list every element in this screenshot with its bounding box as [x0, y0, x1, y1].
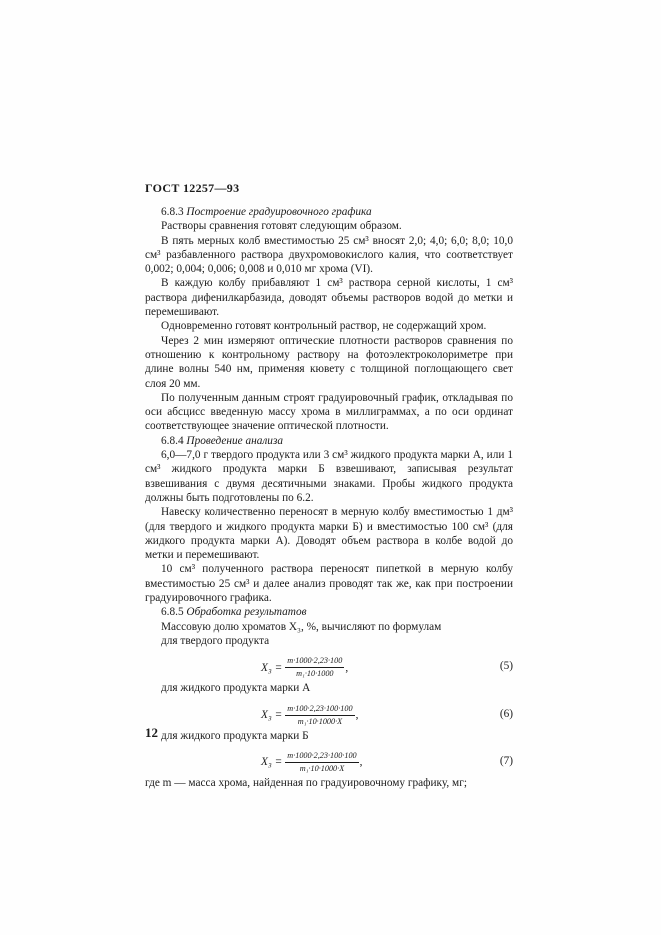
formula-number: (5) — [499, 660, 513, 673]
formula-7 — [145, 745, 513, 775]
formula-number: (6) — [499, 707, 513, 720]
formula-fraction — [285, 704, 354, 727]
section-title: Обработка результатов — [186, 606, 307, 619]
formula-denominator: m₁·10·1000·X — [299, 763, 345, 773]
paragraph: Массовую долю хроматов X₃, %, вычисляют по формулам — [161, 620, 442, 633]
section-6-8-5-heading — [145, 605, 513, 619]
formula-denominator: m₁·10·1000·X — [297, 716, 343, 726]
paragraph: для жидкого продукта марки А — [161, 682, 311, 695]
paragraph: В каждую колбу прибавляют 1 см³ раствора серной кислоты, 1 см³ раствора дифенилкарбазида, доводят объемы растворов водой до метки и перемешивают. — [145, 277, 513, 319]
paragraph: где m — масса хрома, найденная по градуировочному графику, мг; — [145, 776, 467, 789]
document-body — [145, 205, 513, 790]
section-title: Построение градуировочного графика — [186, 206, 372, 218]
paragraph: В пять мерных колб вместимостью 25 см³ вносят 2,0; 4,0; 6,0; 8,0; 10,0 см³ разбавленного раствора двухромовокислого калия, что соответствует 0,002; 0,004; 0,006; 0,008 и 0,010 мг хрома (VI). — [145, 234, 513, 276]
paragraph: По полученным данным строят градуировочный график, откладывая по оси абсцисс введенную массу хрома в миллиграммах, а по оси ординат соответствующее значение оптической плотности. — [145, 391, 513, 433]
paragraph: Через 2 мин измеряют оптические плотности растворов сравнения по отношению к контрольному раствору на фотоэлектроколориметре при длине волны 540 нм, применяя кювету с толщиной поглощающего свет слоя 20 мм. — [145, 334, 513, 390]
paragraph: Навеску количественно переносят в мерную колбу вместимостью 1 дм³ (для твердого и жидкого продукта марки Б) и вместимостью 100 см³ (для жидкого продукта марки А). Доводят объем раствора в колбе водой до метки и перемешивают. — [145, 506, 513, 562]
formula-fraction — [285, 656, 344, 679]
paragraph: для жидкого продукта марки Б — [161, 729, 309, 742]
standard-header: ГОСТ 12257—93 — [145, 181, 240, 195]
formula-number: (7) — [499, 754, 513, 767]
formula-fraction — [285, 751, 358, 774]
formula-numerator: m·1000·2,23·100·100 — [285, 751, 358, 763]
section-number: 6.8.5 — [161, 606, 184, 619]
section-title: Проведение анализа — [186, 434, 284, 447]
paragraph: Растворы сравнения готовят следующим образом. — [161, 220, 402, 233]
formula-lhs: X₃ = — [261, 661, 283, 674]
formula-numerator: m·100·2,23·100·100 — [285, 704, 354, 716]
formula-lhs: X₃ = — [261, 756, 283, 769]
paragraph: Одновременно готовят контрольный раствор, не содержащий хром. — [161, 320, 487, 333]
paragraph: 10 см³ полученного раствора переносят пипеткой в мерную колбу вместимостью 25 см³ и далее анализ проводят так же, как при построении градуировочного графика. — [145, 563, 513, 605]
section-number: 6.8.4 — [161, 434, 184, 447]
formula-denominator: m₁·10·1000 — [296, 669, 334, 679]
formula-6 — [145, 698, 513, 728]
formula-tail: , — [355, 708, 359, 721]
section-number: 6.8.3 — [161, 206, 184, 218]
paragraph: 6,0—7,0 г твердого продукта или 3 см³ жидкого продукта марки А, или 1 см³ жидкого продукта марки Б взвешивают, записывая результат взвешивания с двумя десятичными знаками. Пробы жидкого продукта должны быть подготовлены по 6.2. — [145, 449, 513, 504]
formula-lhs: X₃ = — [261, 708, 283, 721]
page-number: 12 — [145, 725, 158, 740]
formula-tail: , — [345, 661, 349, 674]
formula-numerator: m·1000·2,23·100 — [285, 656, 344, 668]
formula-tail: , — [359, 756, 363, 769]
paragraph: для твердого продукта — [161, 634, 270, 647]
section-6-8-3-heading — [145, 205, 513, 219]
section-6-8-4-heading — [145, 434, 513, 448]
formula-5 — [145, 650, 513, 680]
